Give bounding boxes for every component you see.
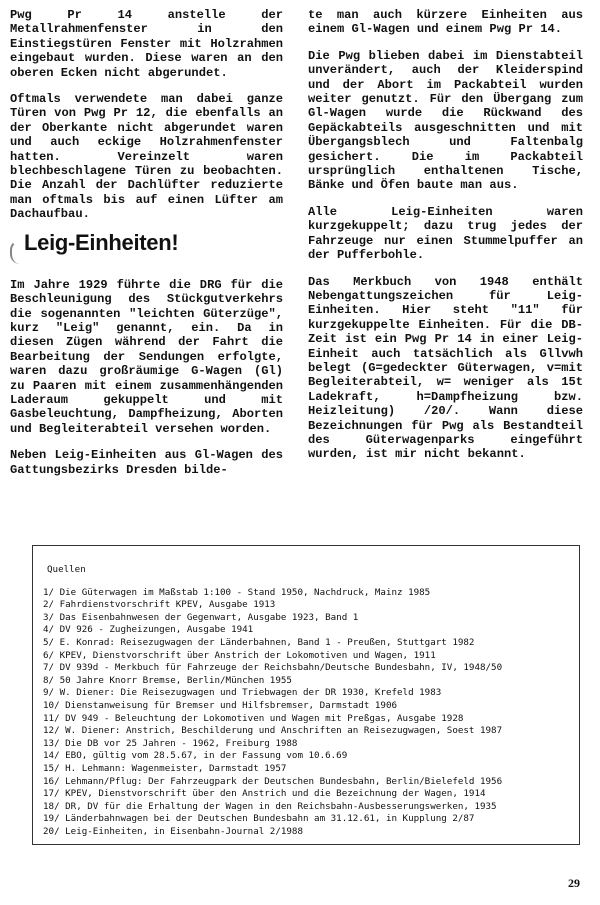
paragraph: Die Pwg blieben dabei im Dienstabteil unverändert, auch der Kleiderspind und der Abort im Packabteil wurden weiter genutzt. Für den Übergang zum Gl-Wagen wurde die Rückwand des Gepäckabteils ausgeschnitten und mit Übergangsblech und Faltenbalg gesichert. Die im Packabteil ursprünglich enthaltenen Tische, Bänke und Öfen baute man aus. xyxy=(308,48,583,193)
source-item: 7/ DV 939d - Merkbuch für Fahrzeuge der Reichsbahn/Deutsche Bundesbahn, IV, 1948/50 xyxy=(43,662,503,674)
source-item: 3/ Das Eisenbahnwesen der Gegenwart, Ausgabe 1923, Band 1 xyxy=(43,611,359,623)
sources-list xyxy=(43,587,569,839)
source-item: 17/ KPEV, Dienstvorschrift über den Anstrich und die Bezeichnung der Wagen, 1914 xyxy=(43,788,486,800)
source-item: 15/ H. Lehmann: Wagenmeister, Darmstadt 1957 xyxy=(43,762,287,774)
section-heading-row xyxy=(10,229,283,268)
right-text-column xyxy=(308,8,583,474)
left-text-column xyxy=(10,8,283,489)
source-item: 4/ DV 926 - Zugheizungen, Ausgabe 1941 xyxy=(43,624,254,636)
heading-margin-mark xyxy=(10,240,22,264)
source-item: 16/ Lehmann/Pflug: Der Fahrzeugpark der Deutschen Bundesbahn, Berlin/Bielefeld 1956 xyxy=(43,775,503,787)
source-item: 18/ DR, DV für die Erhaltung der Wagen in den Reichsbahn-Ausbesserungswerken, 1935 xyxy=(43,800,497,812)
source-item: 14/ EBO, gültig vom 28.5.67, in der Fassung vom 10.6.69 xyxy=(43,750,348,762)
paragraph: Im Jahre 1929 führte die DRG für die Beschleunigung des Stückgutverkehrs die sogenannten "leichten Güterzüge", kurz "Leig" genannt, ein. Da in diesen Zügen während der Fahrt die Bearbeitung der Sendungen erfolgte, waren dazu großräumige G-Wagen (Gl) zu Paaren mit einem zusammenhängenden Laderaum gekuppelt und mit Gasbeleuchtung, Dampfheizung, Aborten und Begleiterabteil versehen worden. xyxy=(10,277,283,436)
section-heading: Leig-Einheiten! xyxy=(24,229,179,255)
paragraph: Pwg Pr 14 anstelle der Metallrahmenfenster in den Einstiegstüren Fenster mit Holzrahmen eingebaut wurden. Diese waren an den oberen Ecken nicht abgerundet. xyxy=(10,8,283,80)
source-item: 6/ KPEV, Dienstvorschrift über Anstrich der Lokomotiven und Wagen, 1911 xyxy=(43,649,436,661)
paragraph: Neben Leig-Einheiten aus Gl-Wagen des Gattungsbezirks Dresden bilde- xyxy=(10,448,283,477)
source-item: 19/ Länderbahnwagen bei der Deutschen Bundesbahn am 31.12.61, in Kupplung 2/87 xyxy=(43,813,475,825)
sources-box xyxy=(32,545,580,845)
source-item: 5/ E. Konrad: Reisezugwagen der Länderbahnen, Band 1 - Preußen, Stuttgart 1982 xyxy=(43,636,475,648)
source-item: 10/ Dienstanweisung für Bremser und Hilfsbremser, Darmstadt 1906 xyxy=(43,699,398,711)
source-item: 12/ W. Diener: Anstrich, Beschilderung und Anschriften an Reisezugwagen, Soest 1987 xyxy=(43,725,503,737)
page-number: 29 xyxy=(568,876,580,890)
source-item: 8/ 50 Jahre Knorr Bremse, Berlin/München 1955 xyxy=(43,674,292,686)
source-item: 20/ Leig-Einheiten, in Eisenbahn-Journal 2/1988 xyxy=(43,825,303,837)
source-item: 9/ W. Diener: Die Reisezugwagen und Triebwagen der DR 1930, Krefeld 1983 xyxy=(43,687,442,699)
sources-title: Quellen xyxy=(47,564,86,575)
paragraph: Das Merkbuch von 1948 enthält Nebengattungszeichen für Leig-Einheiten. Hier steht "11" für kurzgekuppelte Einheiten. Für die DB-Zeit ist ein Pwg Pr 14 in einer Leig-Einheit auch tatsächlich als Gllvwh belegt (G=gedeckter Güterwagen, v=mit Begleiterabteil, w= weniger als 15t Ladekraft, h=Dampfheizung bzw. Heizleitung) /20/. Wann diese Bezeichnungen für Pwg als Bestandteil des Güterwagenparks eingeführt wurden, ist mir nicht bekannt. xyxy=(308,274,583,462)
paragraph: Alle Leig-Einheiten waren kurzgekuppelt; dazu trug jedes der Fahrzeuge nur einen Stummelpuffer an der Pufferbohle. xyxy=(308,204,583,263)
source-item: 11/ DV 949 - Beleuchtung der Lokomotiven und Wagen mit Preßgas, Ausgabe 1928 xyxy=(43,712,464,724)
paragraph: te man auch kürzere Einheiten aus einem Gl-Wagen und einem Pwg Pr 14. xyxy=(308,8,583,37)
source-item: 13/ Die DB vor 25 Jahren - 1962, Freiburg 1988 xyxy=(43,737,298,749)
paragraph: Oftmals verwendete man dabei ganze Türen von Pwg Pr 12, die ebenfalls an der Oberkante nicht abgerundet waren und auch eckige Holzrahmenfenster hatten. Vereinzelt waren blechbeschlagene Türen zu beobachten. Die Anzahl der Dachlüfter reduzierte man oftmals bis auf einen Lüfter am Dachaufbau. xyxy=(10,92,283,222)
source-item: 2/ Fahrdienstvorschrift KPEV, Ausgabe 1913 xyxy=(43,599,276,611)
source-item: 1/ Die Güterwagen im Maßstab 1:100 - Stand 1950, Nachdruck, Mainz 1985 xyxy=(43,586,431,598)
